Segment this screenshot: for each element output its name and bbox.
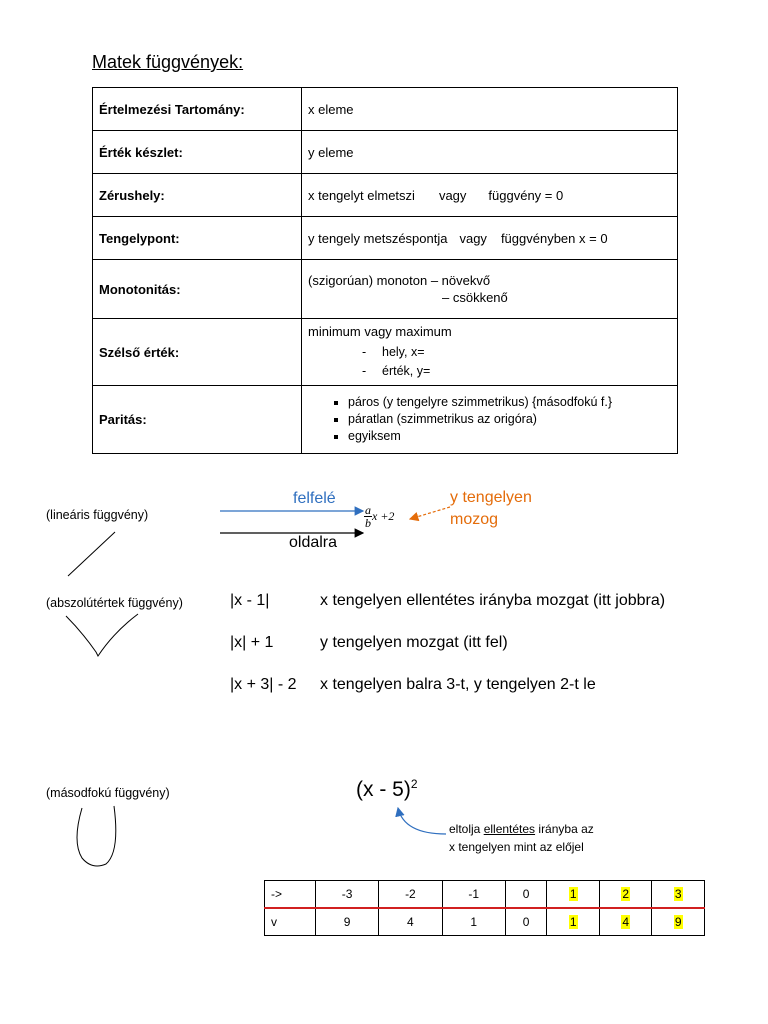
- table-row: [93, 260, 678, 319]
- orange-arrow: [406, 502, 454, 526]
- table-row: [93, 174, 678, 217]
- table-row: [93, 131, 678, 174]
- fraction: $\frac{a}{b}$: [365, 503, 371, 530]
- quad-arrow: [386, 804, 450, 838]
- monotone-line: (szigorúan) monoton – növekvő: [308, 273, 491, 288]
- table-cell: -2: [379, 881, 442, 909]
- table-cell: -1: [442, 881, 505, 909]
- extreme-text: minimum vagy maximum: [308, 323, 452, 339]
- linear-label: (lineáris függvény): [46, 508, 149, 522]
- row-value-part: függvény = 0: [488, 187, 564, 203]
- row-value-part: függvényben x = 0: [500, 230, 608, 246]
- row-label: Szélső érték:: [93, 319, 302, 386]
- abs-label: (abszolútértek függvény): [46, 596, 183, 610]
- abs-expr: |x - 1|: [230, 592, 270, 609]
- table-header: ->: [265, 881, 316, 909]
- table-cell: 0: [505, 881, 547, 909]
- abs-desc: y tengelyen mozgat (itt fel): [320, 634, 508, 651]
- table-row: [93, 217, 678, 260]
- table-cell: 4: [599, 908, 652, 936]
- row-label: Érték készlet:: [93, 131, 302, 174]
- row-value: [302, 260, 678, 319]
- table-cell: 1: [547, 908, 600, 936]
- quad-expr: (x - 5)$^2$: [356, 777, 418, 801]
- row-value-part: vagy: [438, 187, 467, 203]
- abs-expr: |x + 3| - 2: [230, 676, 297, 693]
- table-row: [93, 319, 678, 386]
- table-cell: -3: [316, 881, 379, 909]
- row-value: x eleme: [302, 88, 678, 131]
- row-label: Értelmezési Tartomány:: [93, 88, 302, 131]
- table-cell: 1: [547, 881, 600, 909]
- up-label: felfelé: [293, 490, 336, 507]
- row-value: [302, 319, 678, 386]
- table-row: [93, 386, 678, 454]
- properties-table: [92, 87, 678, 454]
- abs-desc: x tengelyen ellentétes irányba mozgat (itt jobbra): [320, 592, 666, 609]
- table-cell: 4: [379, 908, 442, 936]
- table-cell: 0: [505, 908, 547, 936]
- list-item: ▪ páratlan (szimmetrikus az origóra): [348, 411, 671, 428]
- quad-note: eltolja ellentétes irányba az x tengelyen mint az előjel: [449, 822, 594, 854]
- quad-label: (másodfokú függvény): [46, 786, 170, 800]
- table-row: [265, 881, 705, 909]
- table-cell: 1: [442, 908, 505, 936]
- row-value: [302, 217, 678, 260]
- linear-formula: $\frac{a}{b}$ x +2: [365, 503, 395, 530]
- abs-sketch: [60, 610, 144, 658]
- page-title: Matek függvények:: [92, 52, 244, 72]
- list-item: - hely, x=: [308, 343, 671, 362]
- list-item: - érték, y=: [308, 362, 671, 381]
- abs-desc: x tengelyen balra 3-t, y tengelyen 2-t le: [320, 676, 596, 693]
- row-value: y eleme: [302, 131, 678, 174]
- row-value-part: x tengelyt elmetszi: [308, 187, 415, 203]
- row-value: [302, 174, 678, 217]
- table-row: [265, 908, 705, 936]
- table-header: v: [265, 908, 316, 936]
- table-cell: 3: [652, 881, 705, 909]
- table-row: [93, 88, 678, 131]
- parity-list: [308, 394, 671, 445]
- row-label: Tengelypont:: [93, 217, 302, 260]
- linear-sketch: [60, 526, 120, 580]
- row-value: [302, 386, 678, 454]
- row-value-part: y tengely metszéspontja: [308, 230, 448, 246]
- y-shift-note: y tengelyen mozog: [450, 489, 532, 528]
- table-cell: 2: [599, 881, 652, 909]
- row-value-part: vagy: [459, 230, 487, 246]
- value-table: [264, 880, 705, 936]
- monotone-line: – csökkenő: [442, 290, 508, 305]
- abs-expr: |x| + 1: [230, 634, 274, 651]
- table-cell: 9: [652, 908, 705, 936]
- table-cell: 9: [316, 908, 379, 936]
- list-item: ▪ egyiksem: [348, 428, 671, 445]
- list-item: ▪ páros (y tengelyre szimmetrikus) {másodfokú f.}: [348, 394, 671, 411]
- side-label: oldalra: [289, 534, 338, 551]
- row-label: Monotonitás:: [93, 260, 302, 319]
- row-label: Zérushely:: [93, 174, 302, 217]
- row-label: Paritás:: [93, 386, 302, 454]
- quad-sketch: [70, 802, 126, 870]
